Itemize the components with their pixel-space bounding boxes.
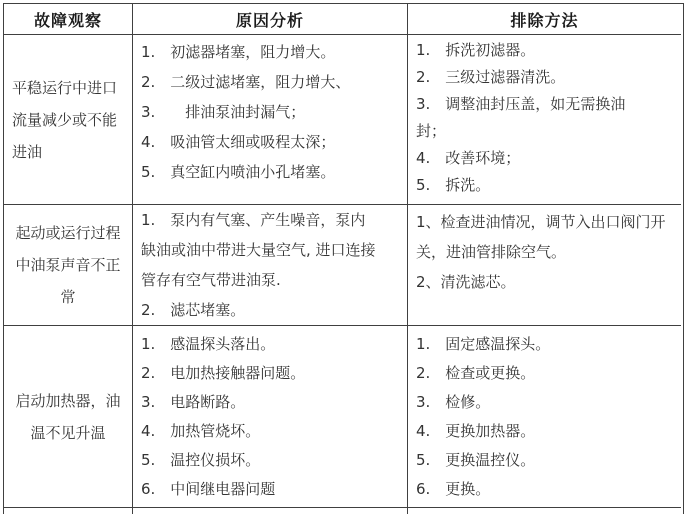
text-line: 1. 拆洗初滤器。 <box>416 41 536 59</box>
text-line: 起动或运行过程 <box>15 224 121 242</box>
text-line: 3. 调整油封压盖，如无需换油 <box>416 95 626 113</box>
text-line: 关，进油管排除空气。 <box>416 243 567 261</box>
table-row-2-observation <box>4 205 133 326</box>
text-line: 封； <box>416 122 447 140</box>
header-label: 排除方法 <box>510 10 579 30</box>
text-line: 温不见升温 <box>30 423 106 442</box>
text-line: 5. 更换温控仪。 <box>416 451 536 469</box>
table-row-3-causes <box>133 326 408 508</box>
text-line: 2、清洗滤芯。 <box>416 273 516 291</box>
text-line: 6. 中间继电器问题 <box>141 480 276 498</box>
text-line: 缺油或油中带进大量空气, 进口连接 <box>141 241 376 259</box>
text-line: 2. 滤芯堵塞。 <box>141 301 246 319</box>
text-line: 4. 吸油管太细或吸程太深； <box>141 133 336 151</box>
text-line: 5. 拆洗。 <box>416 176 491 194</box>
text-line: 2. 电加热接触器问题。 <box>141 364 306 382</box>
text-line: 2. 二级过滤堵塞，阻力增大、 <box>141 73 351 91</box>
header-solution-method <box>408 4 681 35</box>
text-line: 5. 温控仪损坏。 <box>141 451 261 469</box>
text-line: 2. 检查或更换。 <box>416 364 536 382</box>
text-line: 常 <box>60 288 76 306</box>
text-line: 4. 更换加热器。 <box>416 422 536 440</box>
header-label: 原因分析 <box>235 10 304 30</box>
text-line: 流量减少或不能 <box>12 110 118 129</box>
header-cause-analysis <box>133 4 408 35</box>
table-row-1-solutions <box>408 35 681 205</box>
text-line: 1. 初滤器堵塞，阻力增大。 <box>141 43 336 61</box>
text-line: 中油泵声音不正 <box>15 256 121 274</box>
text-line: 3. 电路断路。 <box>141 393 246 411</box>
header-fault-observation <box>4 4 133 35</box>
table-row-1-causes <box>133 35 408 205</box>
header-label: 故障观察 <box>33 10 102 30</box>
text-line: 进油 <box>12 142 43 161</box>
cutoff-row-cell <box>408 508 681 514</box>
text-line: 1. 感温探头落出。 <box>141 335 276 353</box>
text-line: 3. 检修。 <box>416 393 491 411</box>
text-line: 1. 固定感温探头。 <box>416 335 551 353</box>
text-line: 管存有空气带进油泵. <box>141 271 281 289</box>
table-row-2-solutions <box>408 205 681 326</box>
text-line: 3. 排油泵油封漏气； <box>141 103 306 121</box>
troubleshooting-table <box>3 3 684 514</box>
text-line: 4. 加热管烧坏。 <box>141 422 261 440</box>
table-row-2-causes <box>133 205 408 326</box>
cutoff-row-cell <box>4 508 133 514</box>
text-line: 4. 改善环境； <box>416 149 521 167</box>
text-line: 启动加热器，油 <box>15 391 121 410</box>
text-line: 1. 泵内有气塞、产生噪音，泵内 <box>141 211 366 229</box>
text-line: 1、检查进油情况，调节入出口阀门开 <box>416 213 666 231</box>
table-row-3-solutions <box>408 326 681 508</box>
text-line: 5. 真空缸内喷油小孔堵塞。 <box>141 163 336 181</box>
text-line: 2. 三级过滤器清洗。 <box>416 68 566 86</box>
cutoff-row-cell <box>133 508 408 514</box>
text-line: 平稳运行中进口 <box>12 78 118 97</box>
table-row-1-observation <box>4 35 133 205</box>
table-row-3-observation <box>4 326 133 508</box>
text-line: 6. 更换。 <box>416 480 491 498</box>
